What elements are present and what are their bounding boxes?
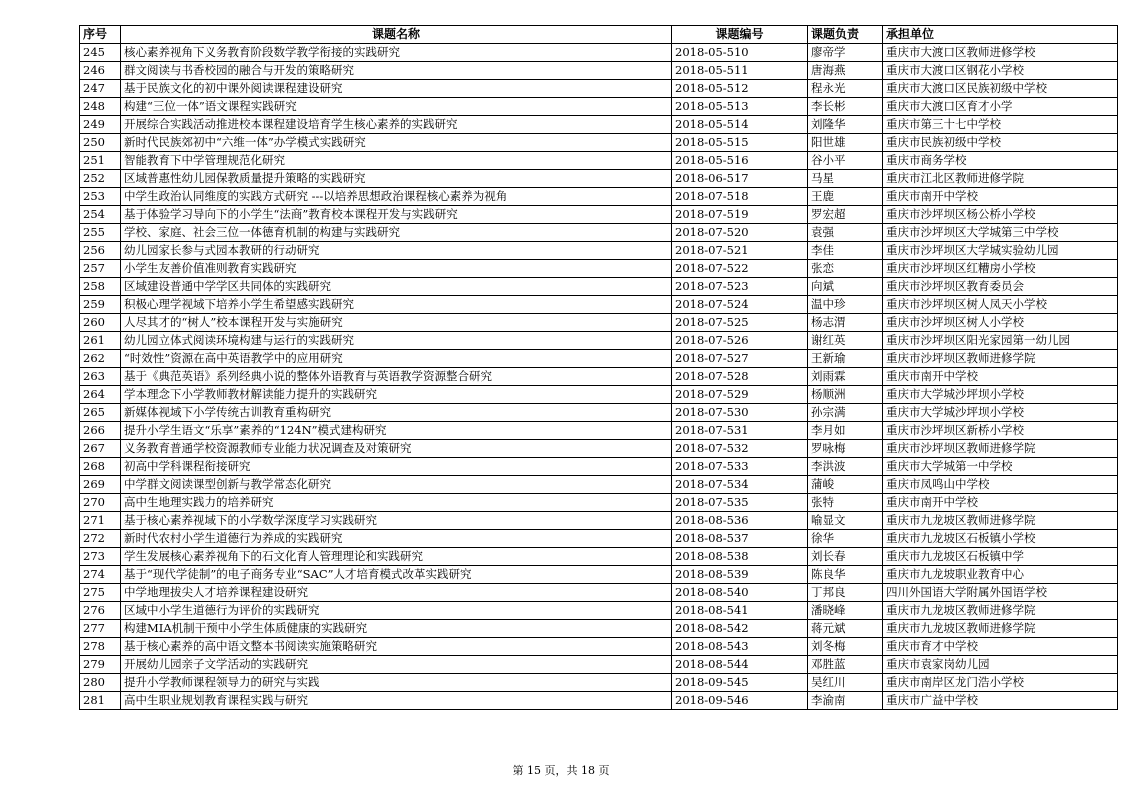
cell-unit: 重庆市沙坪坝区大学城第三中学校	[883, 224, 1118, 242]
cell-seq: 255	[80, 224, 121, 242]
cell-code: 2018-05-513	[672, 98, 808, 116]
cell-leader: 李洪波	[808, 458, 883, 476]
cell-title: 人尽其才的“树人”校本课程开发与实施研究	[121, 314, 672, 332]
cell-code: 2018-07-534	[672, 476, 808, 494]
table-row	[80, 224, 1118, 242]
cell-leader: 吴红川	[808, 674, 883, 692]
table-row	[80, 656, 1118, 674]
table-body	[80, 44, 1118, 710]
cell-unit: 重庆市沙坪坝区树人凤天小学校	[883, 296, 1118, 314]
cell-leader: 温中珍	[808, 296, 883, 314]
cell-code: 2018-08-537	[672, 530, 808, 548]
cell-seq: 254	[80, 206, 121, 224]
cell-seq: 264	[80, 386, 121, 404]
cell-seq: 272	[80, 530, 121, 548]
cell-unit: 重庆市九龙坡区石板镇小学校	[883, 530, 1118, 548]
cell-code: 2018-07-528	[672, 368, 808, 386]
cell-title: 核心素养视角下义务教育阶段数学教学衔接的实践研究	[121, 44, 672, 62]
cell-unit: 重庆市大渡口区民族初级中学校	[883, 80, 1118, 98]
header-leader: 课题负责	[808, 26, 883, 44]
cell-leader: 袁强	[808, 224, 883, 242]
cell-code: 2018-09-545	[672, 674, 808, 692]
cell-seq: 280	[80, 674, 121, 692]
cell-unit: 重庆市大渡口区钢花小学校	[883, 62, 1118, 80]
cell-leader: 潘晓峰	[808, 602, 883, 620]
cell-title: 初高中学科课程衔接研究	[121, 458, 672, 476]
cell-leader: 廖帝学	[808, 44, 883, 62]
cell-seq: 268	[80, 458, 121, 476]
cell-seq: 270	[80, 494, 121, 512]
cell-title: 学本理念下小学教师教材解读能力提升的实践研究	[121, 386, 672, 404]
cell-code: 2018-05-512	[672, 80, 808, 98]
table-row	[80, 674, 1118, 692]
table-row	[80, 332, 1118, 350]
cell-seq: 248	[80, 98, 121, 116]
cell-code: 2018-07-524	[672, 296, 808, 314]
cell-leader: 罗咏梅	[808, 440, 883, 458]
cell-code: 2018-07-531	[672, 422, 808, 440]
header-row	[80, 26, 1118, 44]
table-row	[80, 170, 1118, 188]
cell-leader: 程永光	[808, 80, 883, 98]
cell-seq: 256	[80, 242, 121, 260]
table-row	[80, 44, 1118, 62]
cell-unit: 四川外国语大学附属外国语学校	[883, 584, 1118, 602]
cell-title: 区域建设普通中学学区共同体的实践研究	[121, 278, 672, 296]
cell-seq: 260	[80, 314, 121, 332]
cell-leader: 李渝南	[808, 692, 883, 710]
project-table	[79, 25, 1118, 710]
cell-code: 2018-08-544	[672, 656, 808, 674]
cell-leader: 向斌	[808, 278, 883, 296]
cell-title: 学生发展核心素养视角下的石文化育人管理理论和实践研究	[121, 548, 672, 566]
cell-unit: 重庆市沙坪坝区教育委员会	[883, 278, 1118, 296]
cell-seq: 273	[80, 548, 121, 566]
cell-seq: 259	[80, 296, 121, 314]
cell-leader: 谷小平	[808, 152, 883, 170]
cell-title: 中学群文阅读课型创新与教学常态化研究	[121, 476, 672, 494]
cell-unit: 重庆市沙坪坝区杨公桥小学校	[883, 206, 1118, 224]
cell-unit: 重庆市民族初级中学校	[883, 134, 1118, 152]
cell-title: 积极心理学视域下培养小学生希望感实践研究	[121, 296, 672, 314]
cell-unit: 重庆市九龙坡区石板镇中学	[883, 548, 1118, 566]
cell-leader: 张特	[808, 494, 883, 512]
header-unit: 承担单位	[883, 26, 1118, 44]
cell-leader: 刘雨霖	[808, 368, 883, 386]
cell-leader: 蒋元斌	[808, 620, 883, 638]
cell-code: 2018-07-525	[672, 314, 808, 332]
cell-unit: 重庆市商务学校	[883, 152, 1118, 170]
cell-seq: 257	[80, 260, 121, 278]
cell-unit: 重庆市南开中学校	[883, 494, 1118, 512]
cell-code: 2018-08-536	[672, 512, 808, 530]
cell-unit: 重庆市大学城沙坪坝小学校	[883, 386, 1118, 404]
table-row	[80, 98, 1118, 116]
cell-unit: 重庆市南岸区龙门浩小学校	[883, 674, 1118, 692]
cell-seq: 251	[80, 152, 121, 170]
cell-title: 学校、家庭、社会三位一体德育机制的构建与实践研究	[121, 224, 672, 242]
cell-title: 区域普惠性幼儿园保教质量提升策略的实践研究	[121, 170, 672, 188]
table-row	[80, 638, 1118, 656]
table-row	[80, 62, 1118, 80]
table-row	[80, 566, 1118, 584]
cell-leader: 张恋	[808, 260, 883, 278]
cell-title: 小学生友善价值准则教育实践研究	[121, 260, 672, 278]
cell-title: 开展综合实践活动推进校本课程建设培育学生核心素养的实践研究	[121, 116, 672, 134]
cell-seq: 245	[80, 44, 121, 62]
cell-unit: 重庆市九龙坡区教师进修学院	[883, 620, 1118, 638]
cell-code: 2018-07-519	[672, 206, 808, 224]
cell-seq: 250	[80, 134, 121, 152]
cell-title: 提升小学生语文“乐享”素养的“124N”模式建构研究	[121, 422, 672, 440]
cell-leader: 王新瑜	[808, 350, 883, 368]
cell-title: 基于体验学习导向下的小学生“法商”教育校本课程开发与实践研究	[121, 206, 672, 224]
cell-title: 幼儿园立体式阅读环境构建与运行的实践研究	[121, 332, 672, 350]
cell-title: 开展幼儿园亲子文学活动的实践研究	[121, 656, 672, 674]
cell-code: 2018-07-527	[672, 350, 808, 368]
cell-code: 2018-06-517	[672, 170, 808, 188]
table-row	[80, 404, 1118, 422]
cell-title: “时效性”资源在高中英语教学中的应用研究	[121, 350, 672, 368]
cell-unit: 重庆市大渡口区育才小学	[883, 98, 1118, 116]
cell-code: 2018-07-526	[672, 332, 808, 350]
header-code: 课题编号	[672, 26, 808, 44]
cell-leader: 刘隆华	[808, 116, 883, 134]
cell-unit: 重庆市沙坪坝区教师进修学院	[883, 350, 1118, 368]
cell-unit: 重庆市九龙坡区教师进修学院	[883, 512, 1118, 530]
cell-unit: 重庆市江北区教师进修学院	[883, 170, 1118, 188]
cell-code: 2018-05-514	[672, 116, 808, 134]
table-row	[80, 188, 1118, 206]
cell-seq: 247	[80, 80, 121, 98]
cell-leader: 谢红英	[808, 332, 883, 350]
cell-title: 基于核心素养视域下的小学数学深度学习实践研究	[121, 512, 672, 530]
cell-title: 高中生地理实践力的培养研究	[121, 494, 672, 512]
cell-leader: 刘长春	[808, 548, 883, 566]
table-row	[80, 386, 1118, 404]
cell-seq: 253	[80, 188, 121, 206]
cell-unit: 重庆市南开中学校	[883, 188, 1118, 206]
table-row	[80, 476, 1118, 494]
cell-seq: 274	[80, 566, 121, 584]
page-footer: 第 15 页，共 18 页	[512, 764, 610, 777]
table-row	[80, 548, 1118, 566]
table-row	[80, 530, 1118, 548]
table-row	[80, 602, 1118, 620]
cell-title: 高中生职业规划教育课程实践与研究	[121, 692, 672, 710]
cell-code: 2018-07-535	[672, 494, 808, 512]
cell-code: 2018-09-546	[672, 692, 808, 710]
cell-seq: 249	[80, 116, 121, 134]
cell-unit: 重庆市沙坪坝区树人小学校	[883, 314, 1118, 332]
table-row	[80, 80, 1118, 98]
cell-leader: 罗宏超	[808, 206, 883, 224]
cell-unit: 重庆市九龙坡区教师进修学院	[883, 602, 1118, 620]
cell-seq: 262	[80, 350, 121, 368]
cell-code: 2018-07-521	[672, 242, 808, 260]
table-row	[80, 620, 1118, 638]
table-row	[80, 350, 1118, 368]
cell-leader: 孙宗满	[808, 404, 883, 422]
cell-seq: 279	[80, 656, 121, 674]
cell-leader: 阳世雄	[808, 134, 883, 152]
cell-unit: 重庆市沙坪坝区教师进修学院	[883, 440, 1118, 458]
cell-seq: 269	[80, 476, 121, 494]
cell-leader: 陈良华	[808, 566, 883, 584]
cell-leader: 邓胜蓝	[808, 656, 883, 674]
cell-title: 提升小学教师课程领导力的研究与实践	[121, 674, 672, 692]
header-seq: 序号	[80, 26, 121, 44]
cell-title: 区域中小学生道德行为评价的实践研究	[121, 602, 672, 620]
cell-code: 2018-05-510	[672, 44, 808, 62]
cell-leader: 喻显文	[808, 512, 883, 530]
cell-code: 2018-08-538	[672, 548, 808, 566]
cell-seq: 277	[80, 620, 121, 638]
cell-leader: 蒲峻	[808, 476, 883, 494]
cell-code: 2018-07-532	[672, 440, 808, 458]
cell-code: 2018-07-522	[672, 260, 808, 278]
table-row	[80, 494, 1118, 512]
cell-code: 2018-05-516	[672, 152, 808, 170]
cell-leader: 马星	[808, 170, 883, 188]
cell-unit: 重庆市第三十七中学校	[883, 116, 1118, 134]
cell-code: 2018-07-523	[672, 278, 808, 296]
cell-title: 新媒体视域下小学传统古训教育重构研究	[121, 404, 672, 422]
cell-code: 2018-08-540	[672, 584, 808, 602]
cell-leader: 唐海燕	[808, 62, 883, 80]
cell-leader: 杨顺洲	[808, 386, 883, 404]
table-row	[80, 692, 1118, 710]
cell-seq: 278	[80, 638, 121, 656]
table-row	[80, 458, 1118, 476]
cell-code: 2018-07-533	[672, 458, 808, 476]
cell-title: 幼儿园家长参与式园本教研的行动研究	[121, 242, 672, 260]
cell-seq: 275	[80, 584, 121, 602]
cell-unit: 重庆市沙坪坝区大学城实验幼儿园	[883, 242, 1118, 260]
cell-title: 基于民族文化的初中课外阅读课程建设研究	[121, 80, 672, 98]
cell-unit: 重庆市广益中学校	[883, 692, 1118, 710]
cell-unit: 重庆市大渡口区教师进修学校	[883, 44, 1118, 62]
table-row	[80, 296, 1118, 314]
cell-leader: 杨志渭	[808, 314, 883, 332]
cell-code: 2018-07-529	[672, 386, 808, 404]
table-row	[80, 512, 1118, 530]
cell-unit: 重庆市南开中学校	[883, 368, 1118, 386]
cell-title: 中学生政治认同维度的实践方式研究 ---以培养思想政治课程核心素养为视角	[121, 188, 672, 206]
cell-seq: 266	[80, 422, 121, 440]
cell-code: 2018-08-539	[672, 566, 808, 584]
table-row	[80, 584, 1118, 602]
table-row	[80, 206, 1118, 224]
table-row	[80, 242, 1118, 260]
table-row	[80, 116, 1118, 134]
cell-code: 2018-08-542	[672, 620, 808, 638]
cell-unit: 重庆市育才中学校	[883, 638, 1118, 656]
cell-seq: 246	[80, 62, 121, 80]
cell-seq: 281	[80, 692, 121, 710]
cell-seq: 265	[80, 404, 121, 422]
table-row	[80, 278, 1118, 296]
cell-unit: 重庆市凤鸣山中学校	[883, 476, 1118, 494]
cell-code: 2018-07-518	[672, 188, 808, 206]
table-row	[80, 134, 1118, 152]
cell-title: 基于核心素养的高中语文整本书阅读实施策略研究	[121, 638, 672, 656]
cell-title: 群文阅读与书香校园的融合与开发的策略研究	[121, 62, 672, 80]
cell-seq: 276	[80, 602, 121, 620]
cell-seq: 267	[80, 440, 121, 458]
cell-leader: 刘冬梅	[808, 638, 883, 656]
cell-leader: 李长彬	[808, 98, 883, 116]
cell-title: 智能教育下中学管理规范化研究	[121, 152, 672, 170]
cell-unit: 重庆市沙坪坝区红糟房小学校	[883, 260, 1118, 278]
cell-leader: 李佳	[808, 242, 883, 260]
table-row	[80, 368, 1118, 386]
cell-leader: 李月如	[808, 422, 883, 440]
cell-title: 中学地理拔尖人才培养课程建设研究	[121, 584, 672, 602]
cell-title: 义务教育普通学校资源教师专业能力状况调查及对策研究	[121, 440, 672, 458]
cell-title: 新时代农村小学生道德行为养成的实践研究	[121, 530, 672, 548]
cell-seq: 263	[80, 368, 121, 386]
cell-code: 2018-05-515	[672, 134, 808, 152]
cell-unit: 重庆市袁家岗幼儿园	[883, 656, 1118, 674]
cell-code: 2018-08-543	[672, 638, 808, 656]
table-row	[80, 314, 1118, 332]
cell-title: 新时代民族郊初中“六维一体”办学模式实践研究	[121, 134, 672, 152]
table-row	[80, 422, 1118, 440]
cell-leader: 徐华	[808, 530, 883, 548]
table-row	[80, 260, 1118, 278]
cell-seq: 252	[80, 170, 121, 188]
cell-title: 构建“三位一体”语文课程实践研究	[121, 98, 672, 116]
cell-code: 2018-07-530	[672, 404, 808, 422]
header-title: 课题名称	[121, 26, 672, 44]
cell-title: 构建MIA机制干预中小学生体质健康的实践研究	[121, 620, 672, 638]
table-row	[80, 152, 1118, 170]
table-row	[80, 440, 1118, 458]
cell-title: 基于《典范英语》系列经典小说的整体外语教育与英语教学资源整合研究	[121, 368, 672, 386]
cell-code: 2018-07-520	[672, 224, 808, 242]
cell-title: 基于“现代学徒制”的电子商务专业“SAC”人才培育模式改革实践研究	[121, 566, 672, 584]
cell-leader: 丁邦良	[808, 584, 883, 602]
cell-code: 2018-05-511	[672, 62, 808, 80]
cell-code: 2018-08-541	[672, 602, 808, 620]
cell-seq: 261	[80, 332, 121, 350]
cell-unit: 重庆市沙坪坝区阳光家园第一幼儿园	[883, 332, 1118, 350]
cell-unit: 重庆市沙坪坝区新桥小学校	[883, 422, 1118, 440]
cell-unit: 重庆市大学城沙坪坝小学校	[883, 404, 1118, 422]
cell-seq: 271	[80, 512, 121, 530]
cell-leader: 王鹿	[808, 188, 883, 206]
cell-unit: 重庆市九龙坡职业教育中心	[883, 566, 1118, 584]
cell-unit: 重庆市大学城第一中学校	[883, 458, 1118, 476]
cell-seq: 258	[80, 278, 121, 296]
